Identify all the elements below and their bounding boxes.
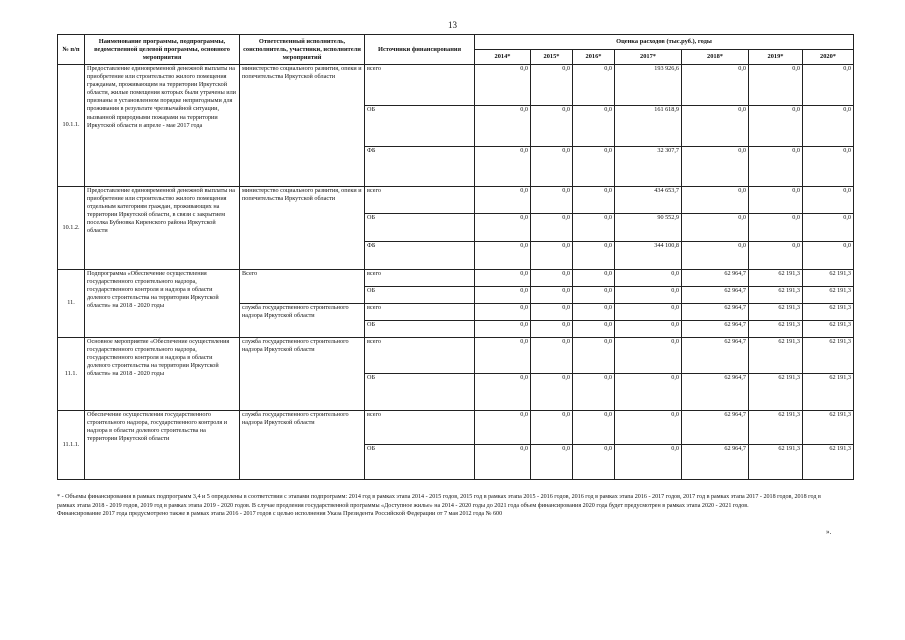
cell-value: 344 100,8	[615, 242, 682, 270]
cell-value: 0,0	[749, 106, 803, 147]
cell-value: 0,0	[573, 338, 615, 374]
cell-value: 0,0	[803, 65, 854, 106]
cell-value: 62 964,7	[682, 304, 749, 321]
cell-value: 62 191,3	[803, 411, 854, 445]
cell-value: 62 191,3	[803, 338, 854, 374]
cell-value: 0,0	[475, 214, 531, 242]
cell-value: 0,0	[615, 287, 682, 304]
cell-value: 0,0	[531, 304, 573, 321]
cell-value: 0,0	[749, 242, 803, 270]
table-row	[58, 338, 854, 374]
cell-value: 0,0	[475, 445, 531, 480]
row-source: всего	[365, 270, 475, 287]
cell-value: 62 191,3	[749, 287, 803, 304]
header-year: 2020*	[803, 50, 854, 65]
header-estimate: Оценка расходов (тыс.руб.), годы	[475, 35, 854, 50]
row-source: ОБ	[365, 287, 475, 304]
cell-value: 62 191,3	[749, 411, 803, 445]
header-num: № п/п	[58, 35, 85, 65]
cell-value: 62 964,7	[682, 445, 749, 480]
cell-value: 90 552,9	[615, 214, 682, 242]
cell-value: 62 191,3	[803, 445, 854, 480]
cell-value: 62 964,7	[682, 287, 749, 304]
row-source: ОБ	[365, 321, 475, 338]
cell-value: 0,0	[475, 304, 531, 321]
cell-value: 0,0	[573, 242, 615, 270]
cell-value: 62 191,3	[803, 321, 854, 338]
cell-value: 62 191,3	[749, 445, 803, 480]
cell-value: 62 191,3	[749, 374, 803, 411]
row-name: Обеспечение осуществления государственного строительного надзора, государственного контроля и надзора в области долевого строительства на территории Иркутской области	[85, 411, 240, 480]
cell-value: 0,0	[573, 374, 615, 411]
row-executor: служба государственного строительного надзора Иркутской области	[240, 338, 365, 411]
cell-value: 62 964,7	[682, 321, 749, 338]
cell-value: 0,0	[615, 304, 682, 321]
cell-value: 0,0	[531, 338, 573, 374]
cell-value: 62 964,7	[682, 270, 749, 287]
table-row	[58, 270, 854, 287]
cell-value: 0,0	[531, 106, 573, 147]
budget-table	[57, 34, 854, 480]
cell-value: 0,0	[531, 270, 573, 287]
footnotes	[57, 493, 827, 519]
cell-value: 0,0	[573, 411, 615, 445]
page-number: 13	[448, 20, 457, 30]
cell-value: 0,0	[531, 374, 573, 411]
cell-value: 0,0	[475, 411, 531, 445]
cell-value: 0,0	[615, 445, 682, 480]
cell-value: 62 191,3	[803, 287, 854, 304]
cell-value: 0,0	[803, 147, 854, 187]
cell-value: 0,0	[573, 445, 615, 480]
row-source: ОБ	[365, 445, 475, 480]
row-source: всего	[365, 304, 475, 321]
cell-value: 0,0	[682, 242, 749, 270]
cell-value: 0,0	[573, 304, 615, 321]
cell-value: 0,0	[573, 214, 615, 242]
table-row	[58, 65, 854, 106]
cell-value: 0,0	[682, 106, 749, 147]
cell-value: 62 964,7	[682, 411, 749, 445]
cell-value: 62 191,3	[749, 304, 803, 321]
cell-value: 62 964,7	[682, 374, 749, 411]
header-year: 2015*	[531, 50, 573, 65]
cell-value: 0,0	[531, 65, 573, 106]
cell-value: 0,0	[475, 106, 531, 147]
cell-value: 62 964,7	[682, 338, 749, 374]
cell-value: 62 191,3	[749, 270, 803, 287]
row-number: 10.1.1.	[58, 65, 85, 187]
cell-value: 0,0	[682, 187, 749, 214]
cell-value: 0,0	[682, 214, 749, 242]
row-executor: Всего	[240, 270, 365, 304]
cell-value: 0,0	[803, 106, 854, 147]
row-name: Предоставление единовременной денежной выплаты на приобретение или строительство жилого помещения отдельным категориям граждан, проживающих на территории Иркутской области, в связи с закрытием поселка Бубновка Киренского района Иркутской области	[85, 187, 240, 270]
cell-value: 193 926,6	[615, 65, 682, 106]
row-source: всего	[365, 187, 475, 214]
header-year: 2019*	[749, 50, 803, 65]
cell-value: 0,0	[573, 287, 615, 304]
table-header	[58, 35, 854, 65]
cell-value: 434 653,7	[615, 187, 682, 214]
cell-value: 0,0	[615, 411, 682, 445]
row-number: 11.1.1.	[58, 411, 85, 480]
cell-value: 0,0	[531, 242, 573, 270]
footnote-text: * - Объемы финансирования в рамках подпрограмм 3,4 и 5 определены в соответствии с этапами подпрограмм: 2014 год в рамках этапа 2014 - 2015 годов, 2015 год в рамках этапа 2015 - 2016 годов, 2016 год в рамках этапа 2016 - 2017 годов, 2017 год в рамках этапа 2017 - 2018 годов, 2018 год в рамках этапа 2018 - 2019 годов, 2019 год в рамках этапа 2019 - 2020 годов. В случае продления государственной программы «Доступное жилье» на 2014 - 2020 годы до 2021 года объем финансирования 2020 года будет предусмотрен в рамках этапа 2020 - 2021 годов.	[57, 494, 821, 509]
row-source: ОБ	[365, 106, 475, 147]
cell-value: 0,0	[531, 411, 573, 445]
cell-value: 0,0	[573, 321, 615, 338]
cell-value: 62 191,3	[803, 304, 854, 321]
cell-value: 0,0	[475, 270, 531, 287]
cell-value: 62 191,3	[749, 338, 803, 374]
row-number: 11.	[58, 270, 85, 338]
cell-value: 0,0	[475, 187, 531, 214]
row-source: всего	[365, 65, 475, 106]
cell-value: 62 191,3	[803, 270, 854, 287]
row-source: ФБ	[365, 242, 475, 270]
cell-value: 0,0	[615, 321, 682, 338]
cell-value: 0,0	[573, 65, 615, 106]
row-name: Подпрограмма «Обеспечение осуществления государственного строительного надзора, государственного контроля и надзора в области долевого строительства на территории Иркутской области» на 2018 - 2020 годы	[85, 270, 240, 338]
cell-value: 0,0	[531, 187, 573, 214]
cell-value: 0,0	[682, 65, 749, 106]
cell-value: 0,0	[475, 374, 531, 411]
cell-value: 0,0	[615, 270, 682, 287]
header-year: 2014*	[475, 50, 531, 65]
header-year: 2017*	[615, 50, 682, 65]
cell-value: 0,0	[749, 214, 803, 242]
cell-value: 0,0	[475, 147, 531, 187]
cell-value: 0,0	[531, 214, 573, 242]
cell-value: 0,0	[749, 147, 803, 187]
cell-value: 0,0	[803, 187, 854, 214]
table-row	[58, 411, 854, 445]
cell-value: 0,0	[615, 374, 682, 411]
cell-value: 0,0	[531, 147, 573, 187]
row-source: всего	[365, 338, 475, 374]
cell-value: 161 618,9	[615, 106, 682, 147]
row-name: Предоставление единовременной денежной выплаты на приобретение или строительство жилого помещения гражданам, проживающим на территории Иркутской области, жилые помещения которых были утрачены или признаны в установленном порядке непригодными для проживания в результате чрезвычайной ситуации, вызванной природными пожарами на территории Иркутской области в апреле - мае 2017 года	[85, 65, 240, 187]
cell-value: 0,0	[531, 287, 573, 304]
cell-value: 0,0	[573, 187, 615, 214]
row-executor: министерство социального развития, опеки и попечительства Иркутской области	[240, 187, 365, 270]
header-year: 2016*	[573, 50, 615, 65]
cell-value: 0,0	[475, 287, 531, 304]
cell-value: 0,0	[531, 321, 573, 338]
footnote-text: Финансирование 2017 года предусмотрено также в рамках этапа 2016 - 2017 годов с целью исполнения Указа Президента Российской Федерации от 7 мая 2012 года № 600	[57, 511, 503, 518]
cell-value: 0,0	[803, 242, 854, 270]
row-name: Основное мероприятие «Обеспечение осуществления государственного строительного надзора, государственного контроля и надзора в области долевого строительства на территории Иркутской области» на 2018 - 2020 годы	[85, 338, 240, 411]
row-source: ОБ	[365, 374, 475, 411]
header-name: Наименование программы, подпрограммы, ведомственной целевой программы, основного мероприятия	[85, 35, 240, 65]
cell-value: 0,0	[475, 338, 531, 374]
row-number: 10.1.2.	[58, 187, 85, 270]
cell-value: 62 191,3	[803, 374, 854, 411]
cell-value: 0,0	[749, 187, 803, 214]
row-source: всего	[365, 411, 475, 445]
row-executor: служба государственного строительного надзора Иркутской области	[240, 411, 365, 480]
stray-mark: ».	[826, 528, 832, 536]
header-year: 2018*	[682, 50, 749, 65]
cell-value: 0,0	[615, 338, 682, 374]
row-number: 11.1.	[58, 338, 85, 411]
row-source: ОБ	[365, 214, 475, 242]
cell-value: 0,0	[682, 147, 749, 187]
header-executor: Ответственный исполнитель, соисполнитель, участники, исполнители мероприятий	[240, 35, 365, 65]
row-executor: министерство социального развития, опеки и попечительства Иркутской области	[240, 65, 365, 187]
cell-value: 0,0	[573, 147, 615, 187]
cell-value: 0,0	[475, 65, 531, 106]
cell-value: 0,0	[573, 106, 615, 147]
cell-value: 62 191,3	[749, 321, 803, 338]
cell-value: 0,0	[573, 270, 615, 287]
cell-value: 0,0	[475, 321, 531, 338]
cell-value: 0,0	[475, 242, 531, 270]
cell-value: 0,0	[803, 214, 854, 242]
cell-value: 0,0	[531, 445, 573, 480]
row-executor: служба государственного строительного надзора Иркутской области	[240, 304, 365, 338]
cell-value: 32 307,7	[615, 147, 682, 187]
row-source: ФБ	[365, 147, 475, 187]
cell-value: 0,0	[749, 65, 803, 106]
header-source: Источники финансирования	[365, 35, 475, 65]
table-row	[58, 187, 854, 214]
